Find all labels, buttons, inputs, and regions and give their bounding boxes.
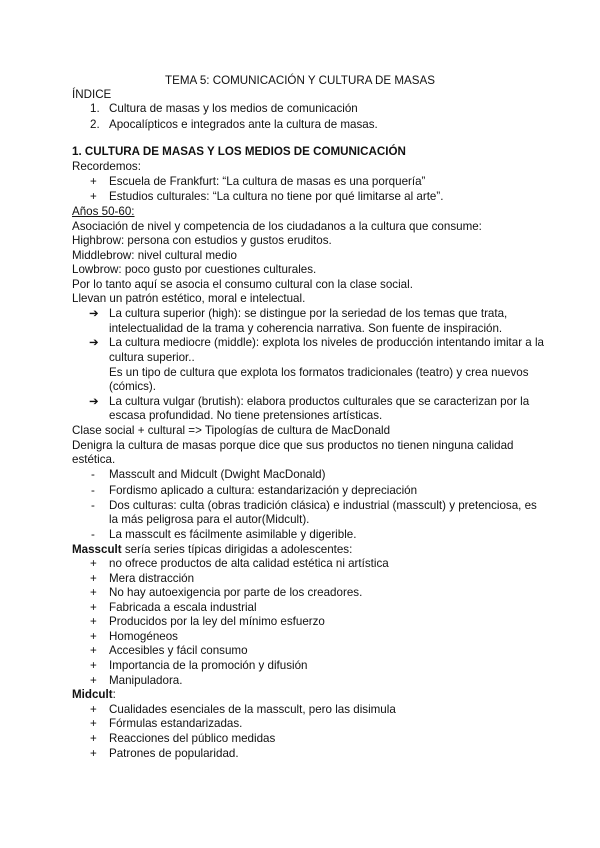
midcult-label: Midcult <box>72 688 113 701</box>
list-number: 1. <box>90 102 100 115</box>
list-item: Patrones de popularidad. <box>109 747 239 760</box>
list-item-continuation: la más peligrosa para el autor(Midcult). <box>109 513 310 526</box>
list-item: Importancia de la promoción y difusión <box>109 659 308 672</box>
dash-bullet: - <box>91 499 95 512</box>
plus-bullet: + <box>90 703 97 716</box>
dash-bullet: - <box>91 528 95 541</box>
list-item-continuation: (cómics). <box>109 380 157 393</box>
plus-bullet: + <box>90 659 97 672</box>
list-item: Accesibles y fácil consumo <box>109 644 248 657</box>
dash-bullet: - <box>91 484 95 497</box>
list-item: La cultura mediocre (middle): explota los niveles de producción intentando imitar a la <box>109 336 544 349</box>
paragraph: Middlebrow: nivel cultural medio <box>72 249 237 262</box>
arrow-bullet-icon: ➔ <box>89 395 99 408</box>
midcult-intro <box>72 688 116 702</box>
list-item: No hay autoexigencia por parte de los creadores. <box>109 586 363 599</box>
plus-bullet: + <box>90 717 97 730</box>
page-title: TEMA 5: COMUNICACIÓN Y CULTURA DE MASAS <box>165 74 435 87</box>
paragraph: Asociación de nivel y competencia de los ciudadanos a la cultura que consume: <box>72 220 482 233</box>
arrow-bullet-icon: ➔ <box>89 336 99 349</box>
midcult-colon: : <box>112 688 116 701</box>
list-item: La cultura vulgar (brutish): elabora productos culturales que se caracterizan por la <box>109 395 530 408</box>
list-item: Cualidades esenciales de la masscult, pero las disimula <box>109 703 396 716</box>
subheading: Años 50-60: <box>72 205 135 218</box>
plus-bullet: + <box>90 644 97 657</box>
paragraph: estética. <box>72 453 116 466</box>
index-item: Cultura de masas y los medios de comunicación <box>109 102 358 115</box>
plus-bullet: + <box>90 586 97 599</box>
paragraph: Recordemos: <box>72 160 141 173</box>
index-item: Apocalípticos e integrados ante la cultura de masas. <box>109 118 378 131</box>
list-item: Estudios culturales: “La cultura no tiene por qué limitarse al arte”. <box>109 190 444 203</box>
list-item: Manipuladora. <box>109 674 183 687</box>
list-item: Producidos por la ley del mínimo esfuerzo <box>109 615 325 628</box>
plus-bullet: + <box>90 674 97 687</box>
list-item-continuation: Es un tipo de cultura que explota los formatos tradicionales (teatro) y crea nuevos <box>109 366 529 379</box>
list-item: Fabricada a escala industrial <box>109 601 257 614</box>
list-number: 2. <box>90 118 100 131</box>
list-item-continuation: escasa profundidad. No tiene pretensiones artísticas. <box>109 409 383 422</box>
section-heading: 1. CULTURA DE MASAS Y LOS MEDIOS DE COMUNICACIÓN <box>72 145 406 158</box>
dash-bullet: - <box>91 468 95 481</box>
plus-bullet: + <box>90 615 97 628</box>
list-item: Masscult and Midcult (Dwight MacDonald) <box>109 468 326 481</box>
plus-bullet: + <box>90 572 97 585</box>
plus-bullet: + <box>90 747 97 760</box>
plus-bullet: + <box>90 601 97 614</box>
plus-bullet: + <box>90 175 97 188</box>
masscult-intro <box>72 543 352 557</box>
plus-bullet: + <box>90 630 97 643</box>
list-item: Fordismo aplicado a cultura: estandarización y depreciación <box>109 484 418 497</box>
arrow-bullet-icon: ➔ <box>89 307 99 320</box>
list-item: La masscult es fácilmente asimilable y digerible. <box>109 528 357 541</box>
paragraph: Lowbrow: poco gusto por cuestiones culturales. <box>72 263 317 276</box>
list-item: Dos culturas: culta (obras tradición clásica) e industrial (masscult) y pretenciosa, es <box>109 499 537 512</box>
list-item-continuation: intelectualidad de la trama y coherencia narrativa. Son fuente de inspiración. <box>109 322 503 335</box>
paragraph: Clase social + cultural => Tipologías de cultura de MacDonald <box>72 424 391 437</box>
plus-bullet: + <box>90 190 97 203</box>
list-item: no ofrece productos de alta calidad estética ni artística <box>109 557 389 570</box>
paragraph: Por lo tanto aquí se asocia el consumo cultural con la clase social. <box>72 278 413 291</box>
list-item: Fórmulas estandarizadas. <box>109 717 243 730</box>
list-item: Mera distracción <box>109 572 195 585</box>
list-item: Homogéneos <box>109 630 178 643</box>
list-item: La cultura superior (high): se distingue por la seriedad de los temas que trata, <box>109 307 508 320</box>
index-heading: ÍNDICE <box>72 88 112 101</box>
masscult-description: sería series típicas dirigidas a adolescentes: <box>121 543 353 556</box>
masscult-label: Masscult <box>72 543 122 556</box>
list-item: Reacciones del público medidas <box>109 732 276 745</box>
plus-bullet: + <box>90 557 97 570</box>
plus-bullet: + <box>90 732 97 745</box>
paragraph: Highbrow: persona con estudios y gustos eruditos. <box>72 234 332 247</box>
paragraph: Denigra la cultura de masas porque dice que sus productos no tienen ninguna calidad <box>72 439 514 452</box>
paragraph: Llevan un patrón estético, moral e intelectual. <box>72 292 306 305</box>
list-item-continuation: cultura superior.. <box>109 351 195 364</box>
list-item: Escuela de Frankfurt: “La cultura de masas es una porquería” <box>109 175 426 188</box>
